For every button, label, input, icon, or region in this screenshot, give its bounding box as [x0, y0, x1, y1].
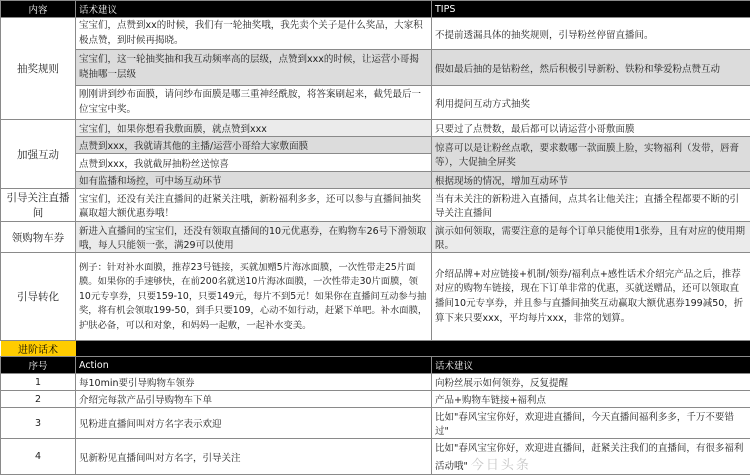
tip-cell: 演示如何领取，需要注意的是每个订单只能使用1张券，且有对应的使用期限。 — [432, 222, 750, 253]
header-action: Action — [76, 357, 432, 374]
suggestion-cell: 如有监播和场控，可中场互动环节 — [76, 172, 432, 189]
tip-cell: 假如最后抽的是钻粉丝，然后积极引导新粉、铁粉和挚爱粉点赞互动 — [432, 50, 750, 86]
table-header — [1, 1, 750, 18]
watermark-logo: 今日头条 — [471, 458, 531, 473]
table-row — [1, 172, 750, 189]
suggestion-cell: 宝宝们，这一轮抽奖抽和我互动频率高的层级，点赞到xxx的时候，让运营小哥揭晓抽哪一层级 — [76, 50, 432, 86]
row-number: 3 — [1, 408, 76, 439]
category-cell: 引导转化 — [1, 253, 76, 341]
suggestion-cell: 宝宝们，点赞到xx的时候，我们有一轮抽奖哦，我先卖个关子是什么奖品，大家积极点赞，到时候再揭晓。 — [76, 18, 432, 50]
table-row — [1, 189, 750, 222]
suggestion-cell: 新进入直播间的宝宝们，还没有领取直播间的10元优惠券，在购物车26号下滑领取哦，每人只能领一张，满29可以使用 — [76, 222, 432, 253]
suggestion-cell: 例子：针对补水面膜，推荐23号链接，买就加赠5片海冰面膜，一次性带走25片面膜。如果你的手速够快，在前200名就送10片海冰面膜，一次性带走30片面膜，领10元专享券，只要159-10，只要149元，每片不到5元！如果你在直播间互动参与抽奖，将有机会领取199-50，到手只要109，心动不如行动，赶紧下单吧。补水面膜，护肤必备，可以和对象，和妈妈一起敷，一起补水变美。 — [76, 253, 432, 341]
tip-cell: 惊喜可以是让粉丝点歌，要求数哪一款面膜上脸，实物福利（发带，唇膏等），大促抽全屏奖 — [432, 137, 750, 172]
category-cell: 加强互动 — [1, 120, 76, 189]
table-row — [1, 137, 750, 154]
header-number: 序号 — [1, 357, 76, 374]
header-tips: TIPS — [432, 1, 750, 18]
tip-cell: 当有未关注的新粉进入直播间，点其名让他关注；直播全程都要不断的引导关注直播间 — [432, 189, 750, 222]
table-row — [1, 86, 750, 120]
section-bar — [1, 341, 750, 357]
suggestion-cell: 宝宝们，还没有关注直播间的赶紧关注哦，新粉福利多多，还可以参与直播间抽奖赢取超大额优惠券哦！ — [76, 189, 432, 222]
table-row — [1, 374, 750, 391]
table-row — [1, 391, 750, 408]
suggestion-cell: 点赞到xxx，我就请其他的主播/运营小哥给大家敷面膜 — [76, 137, 432, 154]
table-header-2 — [1, 357, 750, 374]
section-fill — [76, 341, 750, 357]
category-cell: 领购物车券 — [1, 222, 76, 253]
suggestion-cell: 宝宝们，如果你想看我敷面膜，就点赞到xxx — [76, 120, 432, 137]
header-suggestion: 话术建议 — [76, 1, 432, 18]
tip-cell: 利用提问互动方式抽奖 — [432, 86, 750, 120]
suggestion-cell: 刚刚讲到纱布面膜，请问纱布面膜是哪三重神经酰胺，将答案刷起来，截凭最后一位宝宝中奖。 — [76, 86, 432, 120]
table-row — [1, 253, 750, 341]
action-cell: 见新粉见直播间叫对方名字，引导关注 — [76, 439, 432, 475]
row-number: 2 — [1, 391, 76, 408]
suggestion-cell — [432, 439, 750, 475]
row-number: 1 — [1, 374, 76, 391]
row-number: 4 — [1, 439, 76, 475]
table-row — [1, 18, 750, 50]
tip-cell: 介绍品牌+对应链接+机制/领券/福利点+感性话术介绍完产品之后，推荐对应的购物车链接，现在下订单非常的优惠，买就送赠品，还可以领取直播间10元专享券，并且参与直播间抽奖互动赢取大额优惠券199减50，折算下来只要xxx，平均每片xxx，非常的划算。 — [432, 253, 750, 341]
suggestion-cell: 向粉丝展示如何领券，反复提醒 — [432, 374, 750, 391]
tip-cell: 根据现场的情况，增加互动环节 — [432, 172, 750, 189]
category-cell: 抽奖规则 — [1, 18, 76, 120]
table-row — [1, 120, 750, 137]
tip-cell: 只要过了点赞数，最后都可以请运营小哥敷面膜 — [432, 120, 750, 137]
table-row — [1, 439, 750, 475]
table-row — [1, 408, 750, 439]
suggestion-cell: 比如"春风宝宝你好，欢迎进直播间，今天直播间福利多多，千万不要错过" — [432, 408, 750, 439]
header-content: 内容 — [1, 1, 76, 18]
action-cell: 见粉进直播间叫对方名字表示欢迎 — [76, 408, 432, 439]
category-cell: 引导关注直播间 — [1, 189, 76, 222]
action-cell: 介绍完每款产品引导购物车下单 — [76, 391, 432, 408]
suggestion-cell: 产品+购物车链接+福利点 — [432, 391, 750, 408]
table-row — [1, 222, 750, 253]
suggestion-cell: 点赞到xxx，我就截屏抽粉丝送惊喜 — [76, 154, 432, 172]
suggestion-text: 比如"春风宝宝你好，欢迎进直播间，赶紧关注我们的直播间，有很多福利活动哦" — [435, 443, 743, 472]
action-cell: 每10min要引导购物车领券 — [76, 374, 432, 391]
header-suggestion-2: 话术建议 — [432, 357, 750, 374]
section-label: 进阶话术 — [1, 341, 76, 357]
tip-cell: 不提前透漏具体的抽奖规则，引导粉丝停留直播间。 — [432, 18, 750, 50]
table-row — [1, 50, 750, 86]
